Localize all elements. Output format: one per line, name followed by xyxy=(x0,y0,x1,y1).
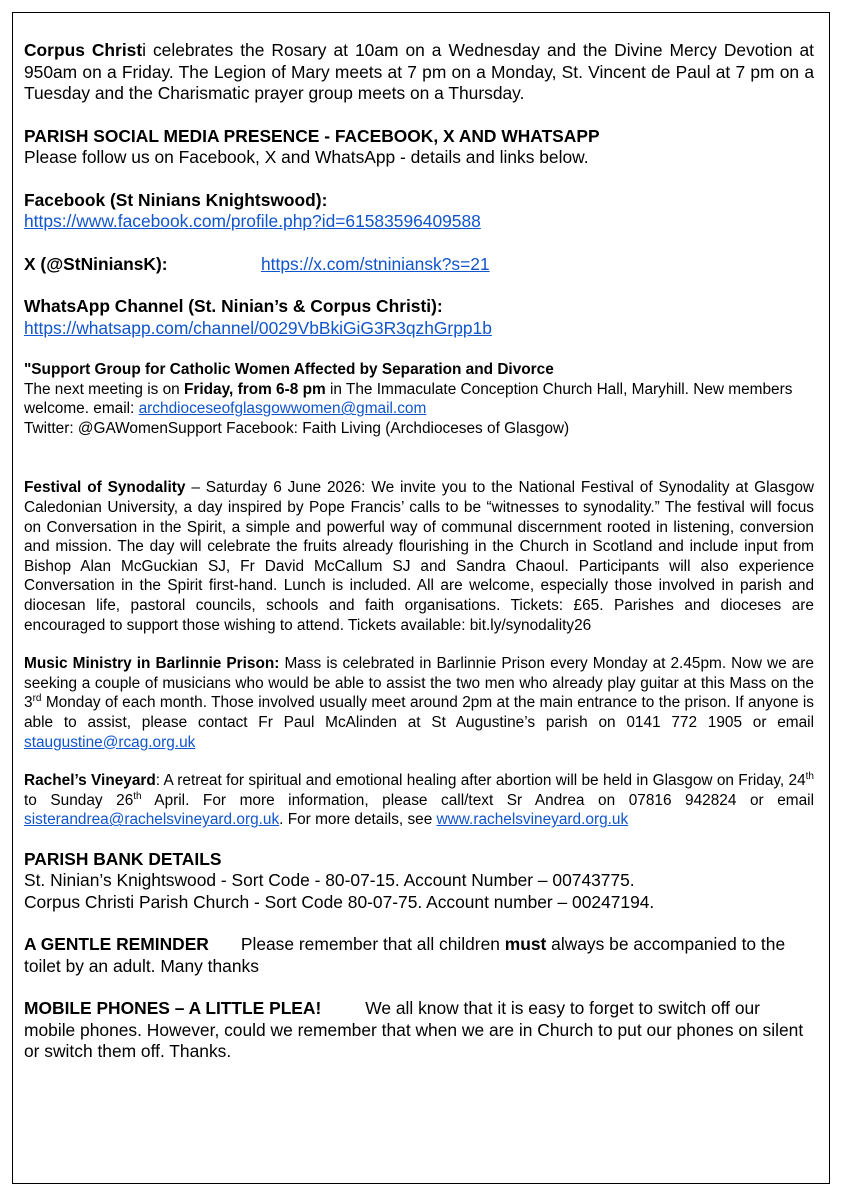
social-media-intro: Please follow us on Facebook, X and WhatsApp - details and links below. xyxy=(24,147,589,167)
gentle-reminder-paragraph: A GENTLE REMINDER Please remember that all children must always be accompanied to the toilet by an adult. Many thanks xyxy=(24,934,786,976)
support-group-heading: "Support Group for Catholic Women Affected by Separation and Divorce xyxy=(24,361,554,378)
bank-details-line-2: Corpus Christi Parish Church - Sort Code 80-07-75. Account number – 00247194. xyxy=(24,891,655,912)
facebook-label: Facebook (St Ninians Knightswood): xyxy=(24,189,328,210)
rachels-vineyard-paragraph: Rachel’s Vineyard: A retreat for spiritual and emotional healing after abortion will be held in Glasgow on Friday, 24th to Sunday 26th April. For more information, please call/text Sr Andrea on 07816 942824 or email sisterandrea@rachelsvineyard.org.uk. For more details, see www.rachelsvineyard.org.uk xyxy=(24,770,814,829)
mobile-phones-text: We all know that it is easy to forget to switch off our mobile phones. However, could we remember that when we are in Church to put our phones on silent or switch them off. Thanks. xyxy=(24,998,804,1062)
bulletin-content xyxy=(24,40,814,1063)
gentle-reminder-must: must xyxy=(504,934,547,955)
corpus-christi-heading: Corpus Christ xyxy=(24,40,143,60)
festival-heading: Festival of Synodality xyxy=(24,479,186,497)
x-row xyxy=(24,254,814,276)
corpus-christi-text: celebrates the Rosary at 10am on a Wednesday and the Divine Mercy Devotion at 950am on a Friday. The Legion of Mary meets at 7 pm on a Monday, St. Vincent de Paul at 7 pm on a Tuesday and the Charismatic prayer group meets on a Thursday. xyxy=(24,40,814,103)
whatsapp-link[interactable]: https://whatsapp.com/channel/0029VbBkiGiG3R3qzhGrpp1b xyxy=(24,317,492,338)
rachels-vineyard-website-link[interactable]: www.rachelsvineyard.org.uk xyxy=(436,811,629,829)
festival-paragraph xyxy=(24,478,814,635)
corpus-christi-paragraph xyxy=(24,40,814,105)
rachels-vineyard-email-link[interactable]: sisterandrea@rachelsvineyard.org.uk xyxy=(24,811,280,829)
music-ministry-heading: Music Ministry in Barlinnie Prison: xyxy=(24,655,280,673)
support-group-time: Friday, from 6-8 pm xyxy=(183,380,326,398)
music-ministry-paragraph: Music Ministry in Barlinnie Prison: Mass is celebrated in Barlinnie Prison every Monday at 2.45pm. Now we are seeking a couple of musicians who would be able to assist the two men who already play guitar at this Mass on the 3rd Monday of each month. Those involved usually meet around 2pm at the main entrance to the prison. If anyone is able to assist, please contact Fr Paul McAlinden at St Augustine’s parish on 0141 772 1905 or email staugustine@rcag.org.uk xyxy=(24,655,814,751)
mobile-phones-paragraph xyxy=(24,998,814,1063)
corpus-christi-heading-tail: i xyxy=(142,40,146,60)
support-group-social: Twitter: @GAWomenSupport Facebook: Faith Living (Archdioceses of Glasgow) xyxy=(24,419,570,437)
gentle-reminder-heading: A GENTLE REMINDER xyxy=(24,934,209,955)
festival-text: – Saturday 6 June 2026: We invite you to the National Festival of Synodality at Glasgow Caledonian University, a day inspired by Pope Francis’ calls to be “witnesses to synodality.” The festival will focus on Conversation in the Spirit, a simple and powerful way of communal discernment rooted in listening, conversion and mission. The day will celebrate the fruits already flourishing in the Church in Scotland and include input from Bishop Alan McGuckian SJ, Fr David McCallum SJ and Sandra Chaoul. Participants will also experience Conversation in the Spirit first-hand. Lunch is included. All are welcome, especially those involved in parish and diocesan life, pastoral councils, schools and faith organisations. Tickets: £65. Parishes and dioceses are encouraged to support those wishing to attend. Tickets available: bit.ly/synodality26 xyxy=(24,479,814,634)
facebook-link[interactable]: https://www.facebook.com/profile.php?id=61583596409588 xyxy=(24,211,481,231)
bank-details-heading: PARISH BANK DETAILS xyxy=(24,848,222,869)
social-media-heading: PARISH SOCIAL MEDIA PRESENCE - FACEBOOK, X AND WHATSAPP xyxy=(24,125,600,146)
bank-details-line-1: St. Ninian’s Knightswood - Sort Code - 80-07-15. Account Number – 00743775. xyxy=(24,870,635,891)
x-label: X (@StNiniansK): xyxy=(24,253,168,274)
x-link[interactable]: https://x.com/stniniansk?s=21 xyxy=(261,253,490,274)
mobile-phones-heading: MOBILE PHONES – A LITTLE PLEA! xyxy=(24,998,322,1019)
support-group-email-link[interactable]: archdioceseofglasgowwomen@gmail.com xyxy=(138,400,427,418)
whatsapp-label: WhatsApp Channel (St. Ninian’s & Corpus Christi): xyxy=(24,296,443,316)
support-group-text: The next meeting is on Friday, from 6-8 pm in The Immaculate Conception Church Hall, Maryhill. New members welcome. email: archdioceseofglasgowwomen@gmail.com xyxy=(24,380,793,418)
rachels-vineyard-heading: Rachel’s Vineyard xyxy=(24,772,156,790)
music-ministry-email-link[interactable]: staugustine@rcag.org.uk xyxy=(24,733,196,751)
